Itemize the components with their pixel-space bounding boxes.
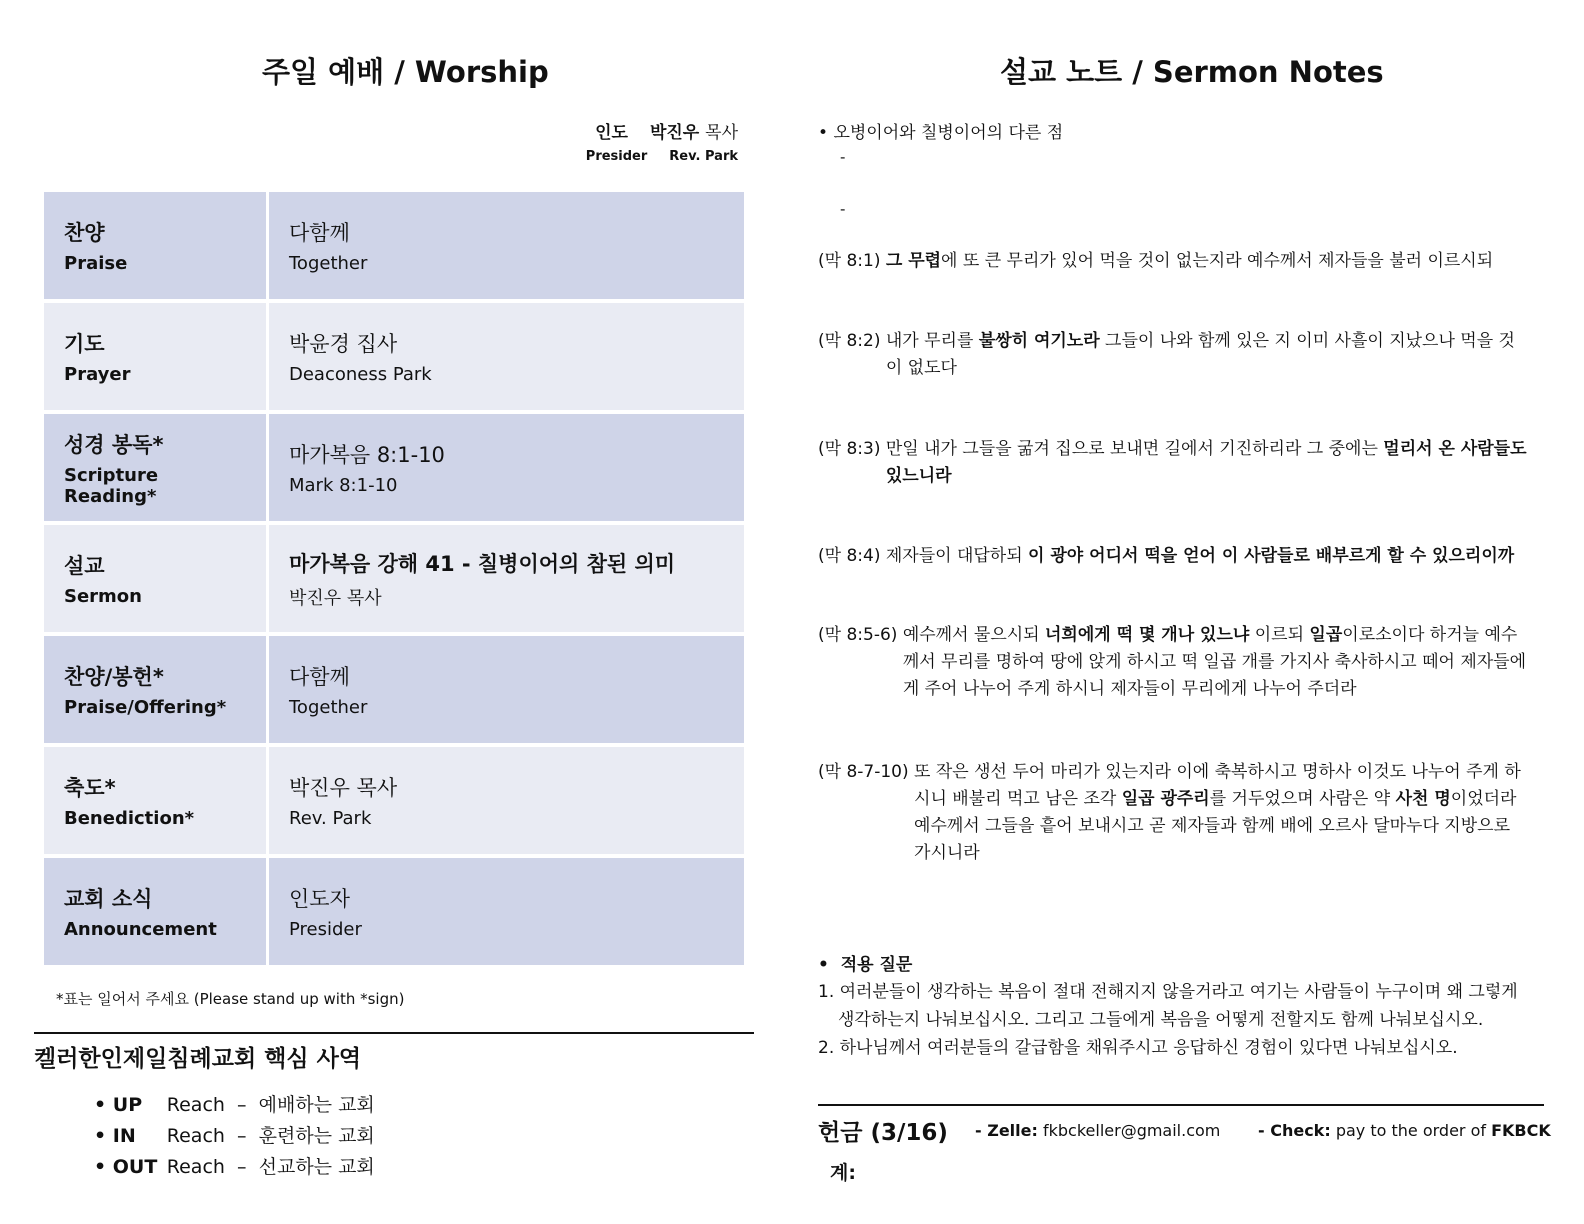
ministry-desc: 훈련하는 교회 <box>258 1125 375 1147</box>
verse-text: 이었더라 예수께서 그들을 흩어 보내시고 곧 제자들과 함께 배에 오르사 달마누다 지방으로 가시니라 <box>914 789 1517 863</box>
sermon-notes-title: 설교 노트 / Sermon Notes <box>1000 55 1384 89</box>
verse-text: 그들이 나와 함께 있은 지 이미 사흘이 지났으나 먹을 것이 없도다 <box>885 331 1515 378</box>
presider-name-en: Rev. Park <box>669 149 738 164</box>
order-label <box>44 301 268 412</box>
verse-text: 내가 무리를 <box>885 331 979 351</box>
label-en: Scripture Reading* <box>64 464 159 507</box>
presider-label-ko: 인도 <box>595 123 628 143</box>
worship-order-table <box>44 192 744 969</box>
verse-emphasis: 너희에게 떡 몇 개나 있느냐 <box>1045 625 1250 645</box>
apply-title-text: 적용 질문 <box>840 955 913 975</box>
order-value <box>268 745 745 856</box>
label-ko: 찬양/봉헌* <box>64 665 164 689</box>
label-ko: 설교 <box>64 554 105 578</box>
notes-bullet-text: 오병이어와 칠병이어의 다른 점 <box>833 123 1064 143</box>
value-en: Together <box>289 697 368 718</box>
verse-block <box>818 248 1530 275</box>
order-row-sermon <box>44 523 744 634</box>
order-row-offering <box>44 634 744 745</box>
ministry-reach: Reach <box>166 1094 225 1116</box>
order-row-benediction <box>44 745 744 856</box>
check-value: pay to the order of <box>1335 1121 1486 1140</box>
ministry-dash: – <box>237 1156 247 1178</box>
order-value <box>268 856 745 967</box>
divider-right <box>818 1104 1544 1106</box>
label-ko: 성경 봉독* <box>64 432 164 457</box>
verse-text: 를 거두었으며 사람은 약 <box>1209 789 1396 809</box>
order-label <box>44 523 268 634</box>
offering-total: 계: <box>830 1162 856 1184</box>
verse-text: 만일 내가 그들을 굶겨 집으로 보내면 길에서 기진하리라 그 중에는 <box>885 439 1384 459</box>
order-row-prayer <box>44 301 744 412</box>
label-en: Praise/Offering* <box>64 697 227 718</box>
value-ko: 마가복음 8:1-10 <box>289 443 445 467</box>
presider-name-ko: 박진우 <box>649 123 700 143</box>
ministry-dir: OUT <box>112 1156 158 1178</box>
question-list <box>818 978 1530 1062</box>
verse-block <box>818 759 1530 867</box>
check-label: - Check: <box>1258 1121 1331 1140</box>
notes-dash: - <box>840 200 846 218</box>
label-en: Prayer <box>64 364 131 385</box>
ministry-desc: 예배하는 교회 <box>258 1094 375 1116</box>
value-ko: 인도자 <box>289 887 350 911</box>
ministry-dir: UP <box>112 1094 143 1116</box>
order-value <box>268 523 745 634</box>
order-value <box>268 634 745 745</box>
verse-block <box>818 328 1530 382</box>
verse-ref: (막 8-7-10) <box>818 762 915 782</box>
ministry-dash: – <box>237 1094 247 1116</box>
label-en: Announcement <box>64 919 217 940</box>
verse-text: 제자들이 대답하되 <box>885 546 1029 566</box>
verse-ref: (막 8:5-6) <box>818 625 903 645</box>
ministry-item-out <box>94 1152 375 1179</box>
order-label <box>44 634 268 745</box>
presider-info <box>586 118 738 164</box>
sermon-title: 마가복음 강해 41 - 칠병이어의 참된 의미 <box>289 551 676 576</box>
value-en: Presider <box>289 919 362 940</box>
verse-text: 또 작은 생선 두어 마리가 있는지라 이에 축복하시고 명하사 이것도 나누어 주게 하시니 배불리 먹고 남은 조각 <box>914 762 1521 809</box>
verse-ref: (막 8:2) <box>818 331 886 351</box>
presider-role-ko: 목사 <box>705 123 738 143</box>
label-en: Benediction* <box>64 808 195 829</box>
question-item: 2. 하나님께서 여러분들의 갈급함을 채워주시고 응답하신 경험이 있다면 나눠보십시오. <box>818 1038 1458 1058</box>
label-ko: 축도* <box>64 776 116 800</box>
label-en: Praise <box>64 253 128 274</box>
verse-block <box>818 543 1530 570</box>
ministry-reach: Reach <box>166 1156 225 1178</box>
bullet-dot: • <box>94 1094 113 1116</box>
verse-text: 예수께서 물으시되 <box>902 625 1045 645</box>
zelle-label: - Zelle: <box>975 1121 1038 1140</box>
value-ko: 다함께 <box>289 665 350 689</box>
worship-title: 주일 예배 / Worship <box>262 55 549 89</box>
ministry-item-in <box>94 1121 375 1148</box>
verse-text: 이르되 <box>1249 625 1310 645</box>
ministry-dir: IN <box>112 1125 136 1147</box>
notes-bullet: • 오병이어와 칠병이어의 다른 점 <box>818 123 1064 143</box>
value-en: Mark 8:1-10 <box>289 475 398 496</box>
verse-text: 에 또 큰 무리가 있어 먹을 것이 없는지라 예수께서 제자들을 불러 이르시되 <box>941 251 1494 271</box>
order-row-scripture <box>44 412 744 523</box>
check-payee: FKBCK <box>1491 1121 1551 1140</box>
label-ko: 찬양 <box>64 221 105 245</box>
order-row-praise <box>44 192 744 301</box>
value-en: Together <box>289 253 368 274</box>
verse-emphasis: 이 광야 어디서 떡을 얻어 이 사람들로 배부르게 할 수 있으리이까 <box>1028 546 1515 566</box>
verse-block <box>818 622 1530 703</box>
value-ko: 다함께 <box>289 221 350 245</box>
order-label <box>44 856 268 967</box>
offering-title: 헌금 (3/16) <box>818 1120 948 1146</box>
value-en: Deaconess Park <box>289 364 432 385</box>
zelle-value: fkbckeller@gmail.com <box>1042 1121 1221 1140</box>
order-label <box>44 745 268 856</box>
verse-ref: (막 8:3) <box>818 439 886 459</box>
order-row-announcement <box>44 856 744 967</box>
verse-emphasis: 그 무렵 <box>885 251 942 271</box>
bullet-dot: • <box>94 1156 113 1178</box>
order-value <box>268 192 745 301</box>
verse-emphasis: 불쌍히 여기노라 <box>978 331 1100 351</box>
order-value <box>268 301 745 412</box>
ministry-title: 켈러한인제일침례교회 핵심 사역 <box>34 1046 362 1072</box>
label-en: Sermon <box>64 586 142 607</box>
stand-note: *표는 일어서 주세요 (Please stand up with *sign) <box>56 990 405 1008</box>
value-ko: 박진우 목사 <box>289 776 398 800</box>
verse-ref: (막 8:1) <box>818 251 886 271</box>
offering-zelle <box>975 1121 1220 1140</box>
verse-emphasis: 사천 명 <box>1395 789 1451 809</box>
verse-block <box>818 436 1530 490</box>
value-en: 박진우 목사 <box>289 587 382 609</box>
verse-text: 이로소이다 하거늘 예수께서 무리를 명하여 땅에 앉게 하시고 떡 일곱 개를 가지사 축사하시고 떼어 제자들에게 주어 나누어 주게 하시니 제자들이 무리에게 나누어 주더라 <box>902 625 1527 699</box>
value-en: Rev. Park <box>289 808 372 829</box>
notes-dash: - <box>840 148 846 166</box>
verse-emphasis: 멀리서 온 사람들도 있느니라 <box>885 439 1527 486</box>
label-ko: 교회 소식 <box>64 887 153 911</box>
bullet-dot: • <box>94 1125 113 1147</box>
verse-ref: (막 8:4) <box>818 546 886 566</box>
question-item: 1. 여러분들이 생각하는 복음이 절대 전해지지 않을거라고 여기는 사람들이 누구이며 왜 그렇게 생각하는지 나눠보십시오. 그리고 그들에게 복음을 어떻게 전할지도 함께 나눠보십시오. <box>818 982 1518 1030</box>
presider-label-en: Presider <box>585 149 648 164</box>
ministry-dash: – <box>237 1125 247 1147</box>
label-ko: 기도 <box>64 332 105 356</box>
order-value <box>268 412 745 523</box>
ministry-reach: Reach <box>166 1125 225 1147</box>
verse-emphasis: 일곱 광주리 <box>1121 789 1210 809</box>
offering-check <box>1258 1121 1551 1140</box>
order-label <box>44 412 268 523</box>
ministry-item-up <box>94 1090 375 1117</box>
value-ko: 박윤경 집사 <box>289 332 398 356</box>
apply-title: • 적용 질문 <box>818 955 913 975</box>
ministry-desc: 선교하는 교회 <box>258 1156 375 1178</box>
verse-emphasis: 일곱 <box>1309 625 1343 645</box>
order-label <box>44 192 268 301</box>
divider-left <box>34 1032 754 1034</box>
